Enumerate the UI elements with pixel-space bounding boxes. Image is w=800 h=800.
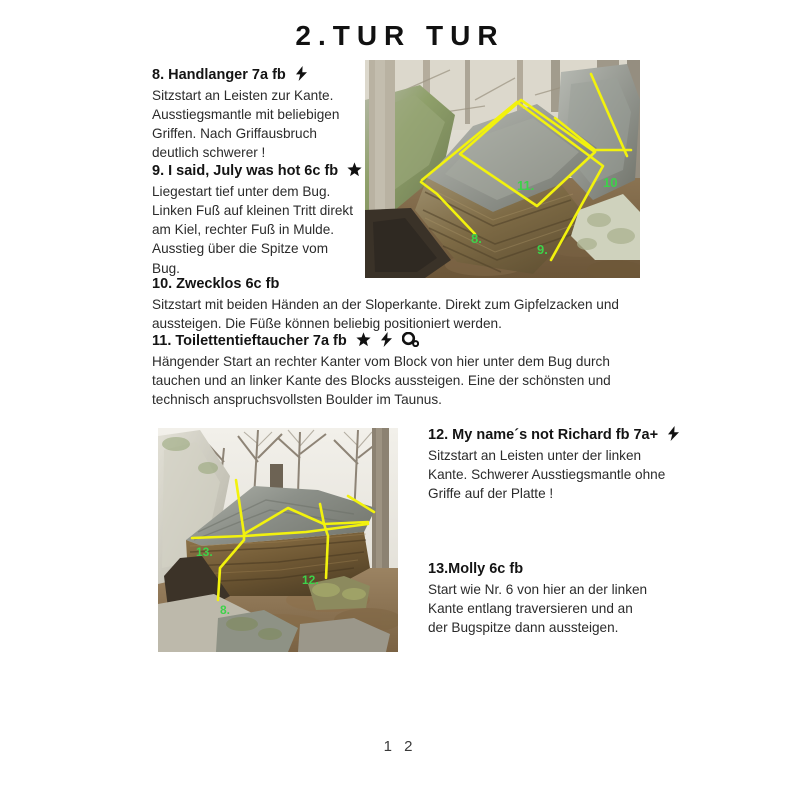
page-title: 2.TUR TUR xyxy=(295,20,505,51)
route-heading-9 xyxy=(152,162,357,182)
route-heading-text-13: 13.Molly 6c fb xyxy=(428,561,524,577)
route-entry-11 xyxy=(152,332,652,409)
route-heading-8 xyxy=(152,66,357,86)
route-description-13: Start wie Nr. 6 von hier an der linken Kante entlang traversieren und an der Bugspitze dann aussteigen. xyxy=(428,581,648,636)
lightning-bolt-icon xyxy=(295,66,308,81)
svg-text:12.: 12. xyxy=(302,573,319,587)
lightning-bolt-icon xyxy=(380,332,393,347)
route-heading-10 xyxy=(152,275,652,295)
star-icon xyxy=(347,162,362,177)
route-heading-text-11: 11. Toilettentieftaucher 7a fb xyxy=(152,333,347,349)
svg-text:13.: 13. xyxy=(196,545,213,559)
route-heading-text-9: 9. I said, July was hot 6c fb xyxy=(152,163,339,179)
route-description-12: Sitzstart an Leisten unter der linken Kante. Schwerer Ausstiegsmantle ohne Griffe auf der Platte ! xyxy=(428,447,666,502)
route-heading-text-8: 8. Handlanger 7a fb xyxy=(152,67,286,83)
route-entry-9 xyxy=(152,162,357,278)
svg-text:9.: 9. xyxy=(537,242,548,257)
lightning-bolt-icon xyxy=(667,426,680,441)
route-heading-text-12: 12. My name´s not Richard fb 7a+ xyxy=(428,427,659,443)
route-description-11: Hängender Start an rechter Kanter vom Block von hier unter dem Bug durch tauchen und an linker Kante des Blocks aussteigen. Eine der schönsten und technisch anspruchsvollsten Boulder im Taunus. xyxy=(152,353,611,408)
route-entry-10 xyxy=(152,275,652,333)
route-heading-11 xyxy=(152,332,652,352)
route-entry-13 xyxy=(428,560,648,637)
route-heading-13 xyxy=(428,560,648,580)
svg-text:8.: 8. xyxy=(471,231,482,246)
svg-text:10: 10 xyxy=(603,175,618,190)
star-icon xyxy=(356,332,371,347)
route-description-8: Sitzstart an Leisten zur Kante. Ausstiegsmantle mit beliebigen Griffen. Nach Griffausbruch deutlich schwerer ! xyxy=(152,87,340,161)
route-description-9: Liegestart tief unter dem Bug. Linken Fuß auf kleinen Tritt direkt am Kiel, rechter Fuß in Mulde. Ausstieg über die Spitze vom Bug. xyxy=(152,183,353,276)
svg-text:11.: 11. xyxy=(517,178,535,193)
topo-photo-bottom xyxy=(158,428,398,652)
route-heading-12 xyxy=(428,426,678,446)
topo-photo-top xyxy=(365,60,640,278)
page-number: 1 2 xyxy=(383,738,417,755)
diving-bubbles-icon xyxy=(402,332,419,347)
svg-text:8.: 8. xyxy=(220,603,231,617)
route-description-10: Sitzstart mit beiden Händen an der Sloperkante. Direkt zum Gipfelzacken und aussteigen. Die Füße können beliebig positioniert werden. xyxy=(152,296,619,331)
route-entry-12 xyxy=(428,426,678,503)
route-entry-8 xyxy=(152,66,357,163)
route-heading-text-10: 10. Zwecklos 6c fb xyxy=(152,276,280,292)
